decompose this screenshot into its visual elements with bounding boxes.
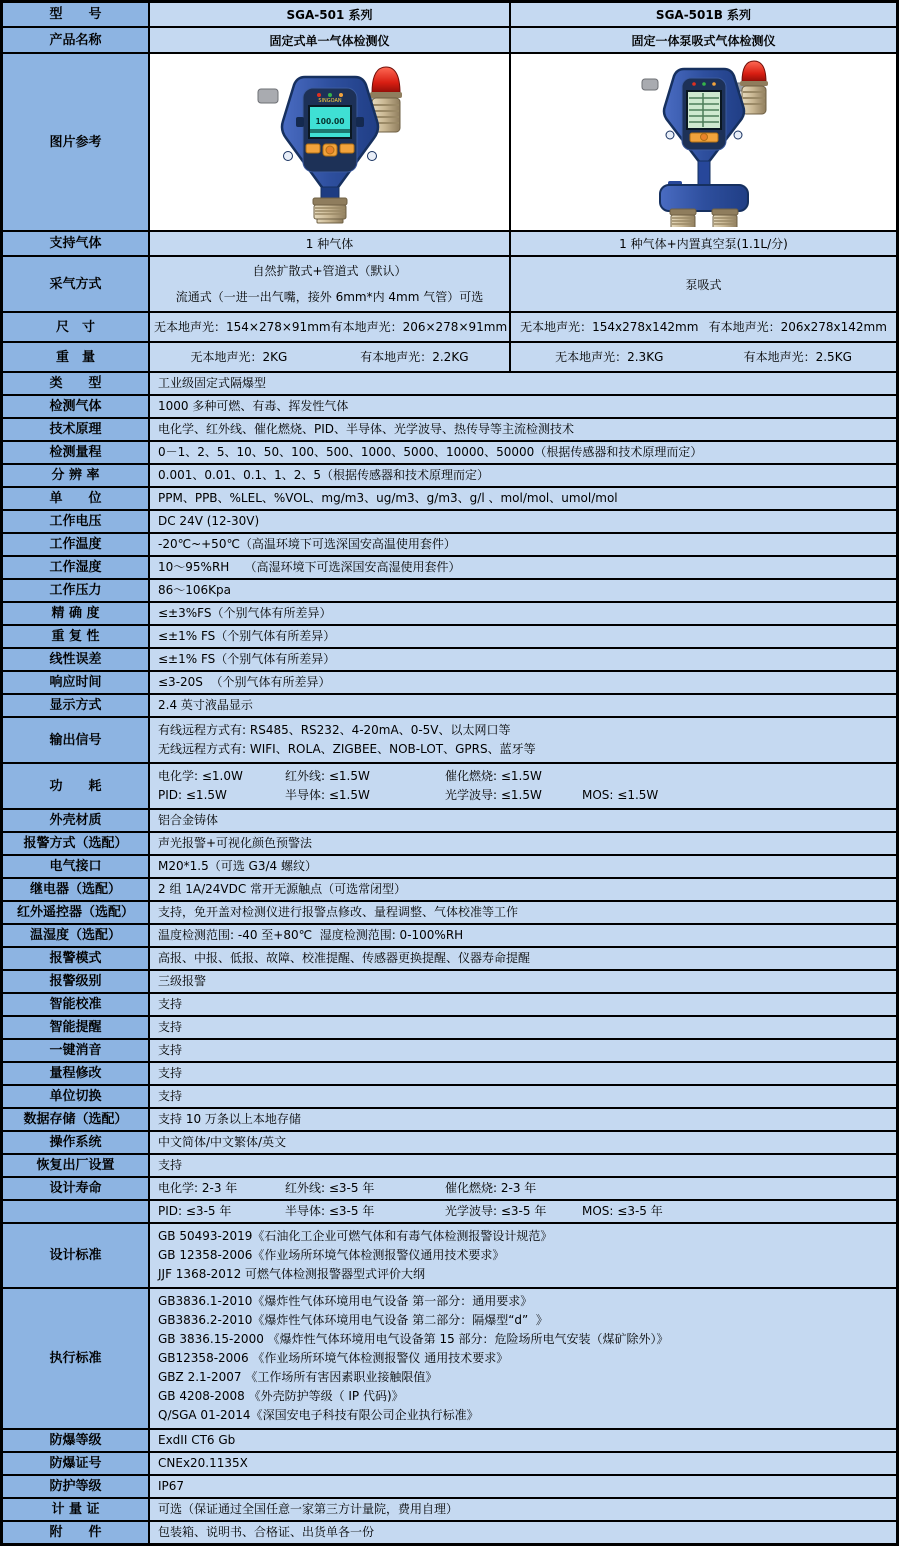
spec-row-value	[150, 672, 896, 693]
spec-row-value	[150, 925, 896, 946]
row-dimensions	[3, 313, 896, 343]
spec-value-segment: 红外线: ≤3-5 年	[285, 1181, 375, 1195]
spec-row-value	[150, 1155, 896, 1176]
model-series-a: SGA-501 系列	[150, 3, 511, 26]
weight-b-with-alarm: 有本地声光：2.5KG	[743, 350, 852, 364]
spec-row-value	[150, 948, 896, 969]
spec-row	[3, 718, 896, 764]
spec-row-value	[150, 1132, 896, 1153]
spec-value-line: GB 12358-2006《作业场所环境气体检测报警仪通用技术要求》	[158, 1248, 505, 1262]
row-sampling-method	[3, 257, 896, 313]
spec-value-line: GB 3836.15-2000 《爆炸性气体环境用电气设备第 15 部分：危险场所电气安装（煤矿除外）》	[158, 1332, 669, 1346]
spec-value-segment: 催化燃烧: 2-3 年	[445, 1181, 537, 1195]
spec-row	[3, 879, 896, 902]
spec-row-label: 技术原理	[3, 419, 150, 440]
spec-row-value	[150, 580, 896, 601]
product-name-a: 固定式单一气体检测仪	[150, 28, 511, 52]
spec-row	[3, 1109, 896, 1132]
spec-value-line: Q/SGA 01-2014《深国安电子科技有限公司企业执行标准》	[158, 1408, 479, 1422]
spec-value-line: 温度检测范围: -40 至+80℃ 湿度检测范围: 0-100%RH	[158, 928, 464, 942]
supported-gas-label: 支持气体	[3, 232, 150, 255]
weight-label: 重 量	[3, 343, 150, 371]
spec-row-value	[150, 1289, 896, 1428]
spec-value-line: M20*1.5（可选 G3/4 螺纹）	[158, 859, 317, 873]
spec-value-line: 2 组 1A/24VDC 常开无源触点（可选常闭型）	[158, 882, 407, 896]
spec-row	[3, 1289, 896, 1430]
spec-value-segment: 催化燃烧: ≤1.5W	[445, 769, 542, 783]
spec-row-value	[150, 1086, 896, 1107]
spec-row-label: 温湿度（选配）	[3, 925, 150, 946]
spec-row-label: 一键消音	[3, 1040, 150, 1061]
spec-row	[3, 971, 896, 994]
spec-value-line: CNEx20.1135X	[158, 1456, 248, 1470]
spec-row-value	[150, 1476, 896, 1497]
spec-row-value	[150, 534, 896, 555]
spec-row-label: 单 位	[3, 488, 150, 509]
spec-row	[3, 1155, 896, 1178]
row-weight	[3, 343, 896, 373]
spec-row-label: 工作温度	[3, 534, 150, 555]
spec-row-value	[150, 488, 896, 509]
spec-row-label: 恢复出厂设置	[3, 1155, 150, 1176]
spec-row	[3, 396, 896, 419]
spec-value-line: 支持	[158, 1158, 183, 1172]
spec-value-line: 工业级固定式隔爆型	[158, 376, 267, 390]
spec-row	[3, 810, 896, 833]
spec-value-line: 铝合金铸体	[158, 813, 219, 827]
spec-row-label: 检测量程	[3, 442, 150, 463]
spec-value-line: GB 4208-2008 《外壳防护等级（ IP 代码)》	[158, 1389, 404, 1403]
spec-row-value	[150, 1178, 896, 1199]
spec-row-label: 报警方式（选配）	[3, 833, 150, 854]
spec-value-line: JJF 1368-2012 可燃气体检测报警器型式评价大纲	[158, 1267, 426, 1281]
spec-row	[3, 1224, 896, 1289]
weight-b	[511, 343, 896, 371]
spec-row-label: 重 复 性	[3, 626, 150, 647]
spec-value-line: ≤±1% FS（个别气体有所差异）	[158, 629, 336, 643]
spec-row-label: 输出信号	[3, 718, 150, 762]
spec-row-value	[150, 879, 896, 900]
spec-row	[3, 1201, 896, 1224]
spec-value-line: 1000 多种可燃、有毒、挥发性气体	[158, 399, 349, 413]
spec-value-segment: PID: ≤1.5W	[158, 788, 227, 802]
spec-value-line: -20℃~+50℃（高温环境下可选深国安高温使用套件）	[158, 537, 456, 551]
spec-value-segment: 光学波导: ≤1.5W	[445, 788, 542, 802]
spec-value-line: GB3836.2-2010《爆炸性气体环境用电气设备 第二部分：隔爆型“d” 》	[158, 1313, 548, 1327]
pump-gas-detector-illustration	[618, 57, 790, 227]
spec-row	[3, 764, 896, 810]
spec-row	[3, 603, 896, 626]
spec-value-line: GB 50493-2019《石油化工企业可燃气体和有毒气体检测报警设计规范》	[158, 1229, 553, 1243]
sampling-method-a-line1: 自然扩散式+管道式（默认）	[252, 264, 407, 278]
spec-value-line: 0.001、0.01、0.1、1、2、5（根据传感器和技术原理而定）	[158, 468, 490, 482]
image-reference-label: 图片参考	[3, 54, 150, 230]
spec-row-label: 智能校准	[3, 994, 150, 1015]
spec-row-value	[150, 971, 896, 992]
spec-row	[3, 1063, 896, 1086]
conduit-fitting	[258, 89, 278, 103]
spec-row-label: 报警级别	[3, 971, 150, 992]
spec-row-value	[150, 649, 896, 670]
spec-row	[3, 1040, 896, 1063]
spec-row-value	[150, 511, 896, 532]
device-a-image	[150, 54, 511, 230]
spec-value-line: ≤3-20S （个别气体有所差异）	[158, 675, 331, 689]
gas-sensor-head	[317, 219, 343, 223]
spec-row-value	[150, 810, 896, 831]
brand-text: SINGOAN	[317, 98, 342, 104]
sampling-method-a-line2: 流通式（一进一出气嘴，接外 6mm*内 4mm 气管）可选	[175, 290, 484, 304]
spec-value-line: 支持	[158, 1043, 183, 1057]
spec-row-label: 响应时间	[3, 672, 150, 693]
spec-row-label: 工作电压	[3, 511, 150, 532]
spec-value-line: ExdII CT6 Gb	[158, 1433, 236, 1447]
spec-row	[3, 925, 896, 948]
spec-row	[3, 695, 896, 718]
fixed-gas-detector-illustration	[244, 59, 416, 225]
spec-row	[3, 419, 896, 442]
spec-value-segment: MOS: ≤1.5W	[582, 788, 659, 802]
spec-value-line: 电化学、红外线、催化燃烧、PID、半导体、光学波导、热传导等主流检测技术	[158, 422, 575, 436]
spec-value-line: 10～95%RH （高湿环境下可选深国安高湿使用套件）	[158, 560, 461, 574]
spec-row-label: 计 量 证	[3, 1499, 150, 1520]
spec-row-value	[150, 764, 896, 808]
product-name-label: 产品名称	[3, 28, 150, 52]
dimensions-b	[511, 313, 896, 341]
spec-row-value	[150, 695, 896, 716]
spec-row	[3, 856, 896, 879]
spec-row-label: 工作压力	[3, 580, 150, 601]
spec-value-segment: 光学波导: ≤3-5 年	[445, 1204, 547, 1218]
spec-row-value	[150, 1201, 896, 1222]
spec-row-label: 量程修改	[3, 1063, 150, 1084]
spec-row-label: 设计寿命	[3, 1178, 150, 1199]
model-row-label: 型 号	[3, 3, 150, 26]
spec-value-line	[158, 786, 888, 805]
spec-row-value	[150, 373, 896, 394]
spec-value-line: 支持	[158, 997, 183, 1011]
spec-row-label	[3, 1201, 150, 1222]
spec-row-value	[150, 442, 896, 463]
spec-value-segment: 红外线: ≤1.5W	[285, 769, 370, 783]
spec-row-value	[150, 396, 896, 417]
spec-row-value	[150, 833, 896, 854]
alarm-beacon	[372, 67, 400, 93]
spec-row-value	[150, 994, 896, 1015]
spec-value-line: 声光报警+可视化颜色预警法	[158, 836, 313, 850]
sampling-method-label: 采气方式	[3, 257, 150, 311]
spec-value-line: GBZ 2.1-2007 《工作场所有害因素职业接触限值》	[158, 1370, 438, 1384]
spec-row	[3, 649, 896, 672]
product-name-b: 固定一体泵吸式气体检测仪	[511, 28, 896, 52]
alarm-beacon	[742, 61, 766, 82]
spec-value-line: 支持	[158, 1066, 183, 1080]
supported-gas-a: 1 种气体	[150, 232, 511, 255]
spec-value-line: 中文简体/中文繁体/英文	[158, 1135, 287, 1149]
spec-value-line: 支持	[158, 1020, 183, 1034]
spec-value-line: ≤±1% FS（个别气体有所差异）	[158, 652, 336, 666]
spec-value-line: GB12358-2006 《作业场所环境气体检测报警仪 通用技术要求》	[158, 1351, 509, 1365]
spec-row-value	[150, 1430, 896, 1451]
spec-value-line: 支持	[158, 1089, 183, 1103]
sampling-method-a	[150, 257, 511, 311]
spec-row-label: 防护等级	[3, 1476, 150, 1497]
weight-a-no-alarm: 无本地声光：2KG	[190, 350, 288, 364]
row-product-name	[3, 28, 896, 54]
spec-row-label: 继电器（选配）	[3, 879, 150, 900]
dimensions-b-no-alarm: 无本地声光：154x278x142mm	[520, 320, 699, 334]
screen-reading: 100.00	[315, 117, 344, 126]
spec-row	[3, 557, 896, 580]
spec-row	[3, 442, 896, 465]
spec-value-line: 三级报警	[158, 974, 207, 988]
spec-row-value	[150, 856, 896, 877]
spec-row-label: 防爆证号	[3, 1453, 150, 1474]
spec-value-line: 支持，免开盖对检测仪进行报警点修改、量程调整、气体校准等工作	[158, 905, 519, 919]
spec-row-value	[150, 419, 896, 440]
weight-a	[150, 343, 511, 371]
spec-value-line: 支持 10 万条以上本地存储	[158, 1112, 301, 1126]
spec-row	[3, 1453, 896, 1476]
spec-value-line: PPM、PPB、%LEL、%VOL、mg/m3、ug/m3、g/m3、g/l 、mol/mol、umol/mol	[158, 491, 618, 505]
spec-value-segment: MOS: ≤3-5 年	[582, 1204, 663, 1218]
supported-gas-b: 1 种气体+内置真空泵(1.1L/分)	[511, 232, 896, 255]
spec-value-line: 86～106Kpa	[158, 583, 232, 597]
spec-row-value	[150, 465, 896, 486]
spec-row-label: 工作湿度	[3, 557, 150, 578]
spec-row-value	[150, 626, 896, 647]
weight-a-with-alarm: 有本地声光：2.2KG	[360, 350, 469, 364]
spec-row	[3, 1522, 896, 1543]
spec-row-value	[150, 902, 896, 923]
spec-row-value	[150, 603, 896, 624]
spec-value-line: 无线远程方式有: WIFI、ROLA、ZIGBEE、NOB-LOT、GPRS、蓝牙等	[158, 742, 536, 756]
row-model	[3, 3, 896, 28]
spec-value-line: IP67	[158, 1479, 185, 1493]
dimensions-a	[150, 313, 511, 341]
spec-row-label: 电气接口	[3, 856, 150, 877]
spec-row-label: 线性误差	[3, 649, 150, 670]
spec-row	[3, 511, 896, 534]
spec-row	[3, 373, 896, 396]
spec-row-label: 报警模式	[3, 948, 150, 969]
spec-row-value	[150, 1224, 896, 1287]
spec-row-value	[150, 1109, 896, 1130]
sampling-method-b: 泵吸式	[511, 257, 896, 311]
spec-row-label: 执行标准	[3, 1289, 150, 1428]
spec-row-value	[150, 1017, 896, 1038]
spec-row-label: 精 确 度	[3, 603, 150, 624]
spec-value-segment: 电化学: ≤1.0W	[158, 769, 243, 783]
spec-row-label: 分 辨 率	[3, 465, 150, 486]
spec-value-line: GB3836.1-2010《爆炸性气体环境用电气设备 第一部分：通用要求》	[158, 1294, 533, 1308]
spec-row	[3, 994, 896, 1017]
spec-row	[3, 626, 896, 649]
spec-value-line: 有线远程方式有: RS485、RS232、4-20mA、0-5V、以太网口等	[158, 723, 511, 737]
spec-row	[3, 1499, 896, 1522]
dimensions-a-with-alarm: 有本地声光：206×278×91mm	[330, 320, 508, 334]
spec-row-label: 外壳材质	[3, 810, 150, 831]
spec-row	[3, 1086, 896, 1109]
spec-row-value	[150, 718, 896, 762]
device-b-image	[511, 54, 896, 230]
spec-value-line: 0－1、2、5、10、50、100、500、1000、5000、10000、50000（根据传感器和技术原理而定）	[158, 445, 703, 459]
spec-row-label: 功 耗	[3, 764, 150, 808]
spec-rows-section	[3, 373, 896, 1543]
row-image-reference	[3, 54, 896, 232]
spec-value-segment: 电化学: 2-3 年	[158, 1181, 238, 1195]
spec-row-value	[150, 1522, 896, 1543]
spec-row-label: 类 型	[3, 373, 150, 394]
spec-row	[3, 1132, 896, 1155]
spec-row	[3, 1017, 896, 1040]
spec-row	[3, 465, 896, 488]
spec-row	[3, 580, 896, 603]
spec-value-line: 包装箱、说明书、合格证、出货单各一份	[158, 1525, 375, 1539]
spec-value-line	[158, 1179, 888, 1198]
spec-row-label: 附 件	[3, 1522, 150, 1543]
spec-value-segment: 半导体: ≤3-5 年	[285, 1204, 375, 1218]
spec-value-line: 2.4 英寸液晶显示	[158, 698, 253, 712]
spec-value-line: 高报、中报、低报、故障、校准提醒、传感器更换提醒、仪器寿命提醒	[158, 951, 531, 965]
spec-row-value	[150, 1453, 896, 1474]
pump-module	[660, 185, 748, 211]
dimensions-a-no-alarm: 无本地声光：154×278×91mm	[154, 320, 331, 334]
dimensions-label: 尺 寸	[3, 313, 150, 341]
spec-row-label: 单位切换	[3, 1086, 150, 1107]
spec-value-line: ≤±3%FS（个别气体有所差异）	[158, 606, 332, 620]
spec-row	[3, 534, 896, 557]
spec-row	[3, 1476, 896, 1499]
spec-row-label: 检测气体	[3, 396, 150, 417]
spec-row-label: 设计标准	[3, 1224, 150, 1287]
spec-value-segment: 半导体: ≤1.5W	[285, 788, 370, 802]
weight-b-no-alarm: 无本地声光：2.3KG	[555, 350, 664, 364]
spec-row-label: 红外遥控器（选配）	[3, 902, 150, 923]
spec-row	[3, 833, 896, 856]
spec-row-label: 显示方式	[3, 695, 150, 716]
spec-row	[3, 948, 896, 971]
spec-value-line: 可选（保证通过全国任意一家第三方计量院，费用自理）	[158, 1502, 459, 1516]
spec-row-label: 智能提醒	[3, 1017, 150, 1038]
spec-value-line	[158, 767, 888, 786]
spec-row	[3, 1178, 896, 1201]
spec-value-line: DC 24V (12-30V)	[158, 514, 260, 528]
spec-row	[3, 672, 896, 695]
row-supported-gas	[3, 232, 896, 257]
spec-row	[3, 1430, 896, 1453]
spec-row-value	[150, 1040, 896, 1061]
model-series-b: SGA-501B 系列	[511, 3, 896, 26]
spec-row-value	[150, 1063, 896, 1084]
spec-row-label: 数据存储（选配）	[3, 1109, 150, 1130]
spec-row-value	[150, 557, 896, 578]
spec-row	[3, 902, 896, 925]
dimensions-b-with-alarm: 有本地声光：206x278x142mm	[708, 320, 887, 334]
spec-row-label: 操作系统	[3, 1132, 150, 1153]
spec-row-value	[150, 1499, 896, 1520]
spec-row-label: 防爆等级	[3, 1430, 150, 1451]
spec-row	[3, 488, 896, 511]
spec-value-line	[158, 1202, 888, 1221]
spec-value-segment: PID: ≤3-5 年	[158, 1204, 232, 1218]
